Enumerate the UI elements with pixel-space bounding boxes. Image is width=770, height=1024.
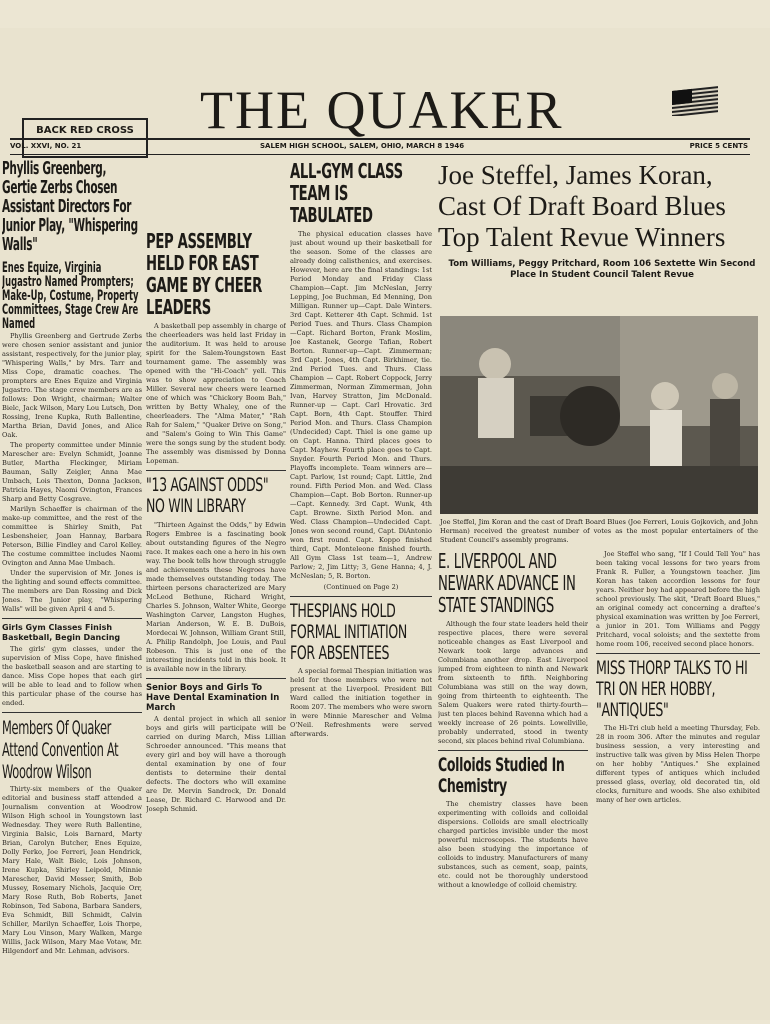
dental-exam-paragraph: A dental project in which all senior boys and girls will participate will be carried on during March, Miss Lillian Schroeder announced. "This means that every girl and boy will have a thorough dental examination by one of four dentists to determine their dental defects. The doctors who will examine are Dr. Mervin Sandrock, Dr. Donald Lease, Dr. Richard C. Harwood and Dr. Joseph Schmid. [146,715,286,813]
divider [596,653,760,654]
talent-winners-photo [440,316,758,514]
divider [290,596,432,597]
column-1 [2,160,142,1016]
column-4b [596,550,760,1016]
miss-thorp-article [596,724,760,805]
american-flag-icon [672,86,718,116]
girls-gym-headline: Girls Gym Classes Finish Basketball, Begin Dancing [2,623,121,642]
pep-assembly-article [146,322,286,466]
steffel-article [596,550,760,649]
ear-text: BACK RED CROSS [36,125,134,136]
all-gym-article [290,230,432,581]
junior-play-paragraph-2: The property committee under Minnie Marescher are: Evelyn Schmidt, Joanne Butler, Martha Fleckinger, Miriam Bauman, Sally Zeigler, Anna Mae Umbach, Lois Thexton, Donna Jackson, Patricia Hayes, Naomi Ovington, Frances Sharp and Betty Cosgrave. [2,441,142,503]
column-4a [438,550,588,1016]
colloids-paragraph: The chemistry classes have been experimenting with colloids and colloidal dispersions. Colloids are small electrically charged particles invisible under the most powerful microscopes. The students have also been studying the importance of colloids to industry. Manufacturers of many substances, such as cement, soap, paints, etc. could not be thoroughly understood without a knowledge of colloid chemistry. [438,800,588,889]
talent-revue-subhead: Tom Williams, Peggy Pritchard, Room 106 Sextette Win Second Place In Student Council Talent Revue [448,259,756,280]
divider [438,750,588,751]
junior-play-subhead: Enes Equize, Virginia Jugastro Named Prompters; Make-Up, Costume, Property Committees, Stage Crew Are Named [2,260,139,332]
talent-revue-headline: Joe Steffel, James Koran, Cast Of Draft Board Blues Top Talent Revue Winners [438,160,726,252]
divider [146,470,286,471]
thirteen-against-odds-paragraph: "Thirteen Against the Odds," by Edwin Rogers Embree is a fascinating book about outstanding figures of the Negro race. It makes each one a hero in his own way. The book tells how through struggle and achievements these Negroes have made themselves outstanding today. The thirteen persons characterized are Mary McLeod Bethune, Richard Wright, Charles S. Johnson, Walter White, George Washington Carver, Langston Hughes, Marian Anderson, W. E. B. DuBois, Mordecai W. Johnson, William Grant Still, A. Philip Randolph, Joe Louis, and Paul Robeson. This is just one of the interesting incidents told in this book. It is available now in the library. [146,521,286,673]
thirteen-against-odds-headline: "13 AGAINST ODDS" NO WIN LIBRARY [146,474,269,517]
column-2 [146,160,286,1016]
junior-play-paragraph-3: Marilyn Schaeffer is chairman of the make-up committee, and the rest of the committee is Shirley Smith, Pat Lesbensheier, Joan Hannay, Barbara Peterson, Billie Findley and Carol Kelley. The costume committee includes Naomi Ovington and Anna Mae Umbach. [2,505,142,567]
price: PRICE 5 CENTS [689,142,748,150]
miss-thorp-headline: MISS THORP TALKS TO HI TRI ON HER HOBBY, "ANTIQUES" [596,657,748,721]
column-3 [290,160,432,1016]
liverpool-paragraph: Although the four state leaders held their respective places, there were several noticeable changes as East Liverpool and Newark took large advances and Columbiana another drop. East Liverpool jumped from eighteen to ninth and Newark from sixteenth to fifth. Neighboring Columbiana was still on the way down, going from thirteenth to eighteenth. The Salem Quakers were rated thirty-fourth—just ten places behind Ravenna which had a weekly increase of 26 points. Lowellville, probably underrated, stood in twenty second, six places behind rival Columbiana. [438,620,588,745]
members-convention-article [2,785,142,956]
talent-revue-headline-block [438,160,766,310]
junior-play-headline: Phyllis Greenberg, Gertie Zerbs Chosen Assistant Directors For Junior Play, "Whispering Walls" [2,160,138,255]
girls-gym-paragraph: The girls' gym classes, under the supervision of Miss Cope, have finished the basketball season and are starting to dance. Miss Cope hopes that each girl will be able to lead and to follow when this particular phase of the course has ended. [2,645,142,707]
divider [2,618,142,619]
junior-play-paragraph-4: Under the supervision of Mr. Jones is the lighting and sound effects committee. The members are Dan Rossing and Dick Jones. The Junior play, "Whispering Walls" will be given April 4 and 5. [2,569,142,613]
junior-play-paragraph-1: Phyllis Greenberg and Gertrude Zerbs were chosen senior assistant and junior assistant, respectively, for the junior play, "Whispering Walls," by Mrs. Tarr and Miss Cope, dramatic coaches. The prompters are Enes Equize and Virginia Jugastro. The stage crew members are as follows: Don Wright, chairman; Walter Bielc, Jack Wilson, Mary Lou Lutsch, Don Rossing, Irene Kupka, Ruth Ballentine, Martha Brian, David Jones, and Alice Oak. [2,332,142,439]
girls-gym-article [2,645,142,708]
all-gym-headline: ALL-GYM CLASS TEAM IS TABULATED [290,160,403,227]
school-location-date: SALEM HIGH SCHOOL, SALEM, OHIO, MARCH 8 1946 [260,142,465,150]
photo-caption: Joe Steffel, Jim Koran and the cast of Draft Board Blues (Joe Ferreri, Louis Gojkovich, and John Herman) received the greatest number of votes as the most popular entertainers of the Student Council's assembly programs. [440,518,758,544]
continued-notice: (Continued on Page 2) [323,583,399,591]
colloids-article [438,800,588,890]
newspaper-sheet [0,28,770,1020]
divider [146,678,286,679]
liverpool-article [438,620,588,746]
dental-exam-article [146,715,286,814]
liverpool-headline: E. LIVERPOOL AND NEWARK ADVANCE IN STATE STANDINGS [438,550,576,617]
dateline [10,138,750,155]
pep-assembly-headline: PEP ASSEMBLY HELD FOR EAST GAME BY CHEER LEADERS [146,229,262,319]
dental-exam-headline: Senior Boys and Girls To Have Dental Examination In March [146,683,280,713]
miss-thorp-paragraph: The Hi-Tri club held a meeting Thursday, Feb. 28 in room 306. After the minutes and regular business session, a very interesting and instructive talk was given by Miss Helen Thorpe on her hobby "Antiques." She explained different types of antiques which included pressed glass, overlay, old decorated tin, old clocks, furniture and woods. She also exhibited many of her own articles. [596,724,760,804]
thirteen-against-odds-article [146,521,286,674]
colloids-headline: Colloids Studied In Chemistry [438,754,565,797]
steffel-paragraph: Joe Steffel who sang, "If I Could Tell You" has been taking vocal lessons for two years from Frank R. Fuller, a Youngstown teacher. Jim Koran has taken accordion lessons for four years. Neither boy had appeared before the high school previously. The skit, "Draft Board Blues," an original comedy act concerning a draftee's physical examination was written by Joe Ferreri, a junior in 201. Tom Williams and Peggy Pritchard, vocal soloists; and the sextette from home room 106, received second place honors. [596,550,760,648]
all-gym-paragraph: The physical education classes have just about wound up their basketball for the season. Some of the classes are already doing calisthenics, and exercises. However, here are the final standings: 1st Period Monday and Friday Class Champion—Capt. Jim McNeslan, Jerry Lepping, Joe Buchman, Ed Menning, Don Milligan. Runner up—Capt. Dale Winters. 3rd Capt. Ketterer 4th Capt. Schmid. 1st Period Tues. and Thurs. Class Champion—Capt. Richard Borton, Frank Moslim, Joe Kastanek, George Tafian, Robert Borton. Runner-up—Capt. Zimmerman; 3rd Capt. Jones, 4th Capt. Birkhimer, tie. 2nd Period Tues. and Thurs. Class Champion — Capt. Robert Coppock, Jerry Zimmerman, Norman Zimmerman, John Ivan, Harvey Stratton, Jim McDonald. Runner-up — Capt. Carl Hrovatic. 3rd Capt. Born, 4th Capt. Stouffer. Third Period Mon. and Thurs. Class Champion (Undecided) Capt. Thiel is one game up on Capt. Hanna. Third places goes to Capt. Mayhew. Fourth place goes to Capt. Snyder. Fourth Period Mon. and Thurs. Playoffs incomplete. Team winners are—Capt. Parlow, 1st round; Capt. Little, 2nd round. Fifth Period Mon. and Wed. Class Champion—Capt. Bob Borton. Runner-up—Capt. Kennedy. 3rd Capt. Wunk, 4th Capt. Browne. Sixth Period Mon. and Wed. Class Champion—Undecided Capt. Jones won second round, Capt. DiAntonio won first round. Capt. Koppo finished third, Capt. Monteleone finished fourth. All Gym Class 1st team—1, Andrew Parlow; 2, Jim Litty; 3, Gene Hanna; 4, J. McNeslan; 5, R. Borton. [290,230,432,580]
junior-play-article [2,332,142,614]
newspaper-title: THE QUAKER [200,80,564,140]
photo-illustration [440,316,758,514]
thespians-paragraph: A special formal Thespian initiation was held for those members who were not present at the Liverpool. President Bill Ward called the initiation together in Room 207. The members who were sworn in were Minnie Marescher and Velma O'Neil. Refreshments were served afterwards. [290,667,432,738]
members-convention-headline: Members Of Quaker Attend Convention At Woodrow Wilson [2,717,119,783]
divider [2,712,142,713]
members-convention-paragraph: Thirty-six members of the Quaker editorial and business staff attended a Journalism convention at Woodrow Wilson High school in Youngstown last Wednesday. They were Ruth Ballentine, Virginia Balsic, Lois Barnard, Marty Brian, Carolyn Butcher, Enes Equize, Dolly Ferko, Joe Ferreri, Jean Hendrick, Mary Hale, Walt Bielc, Lois Johnson, Irene Kupka, Shirley Leipold, Minnie Marescher, David Messer, Smith, Bob Mussey, Rosemary Nichols, Jacquie Orr, Mary Rose Ruth, Bob Roberts, Janet Robinson, Ted Sabona, Barbara Sanders, Eva Schmidt, Bill Schmidt, Calvin Schiller, Marilyn Schaeffer, Lois Thorpe, Mary Lou Vinson, Mary Walken, Marge Willis, Jack Wilson, Mary Mae Votaw, Mr. Hilgendorf and Mr. Lehman, advisors. [2,785,142,955]
volume-number: VOL. XXVI, NO. 21 [10,142,82,150]
thespians-headline: THESPIANS HOLD FORMAL INITIATION FOR ABSENTEES [290,600,407,664]
pep-assembly-paragraph: A basketball pep assembly in charge of the cheerleaders was held last Friday in the auditorium. It was held to arouse spirit for the Salem-Youngstown East tournament game. The assembly was opened with the "Hi-Coach" yell. This was to show appreciation to Coach Miller. Several new cheers were learned one of which was "Chickory Boom Bah," written by Betty Whaley, one of the cheerleaders. The "Alma Mater," "Rah Rah for Salem," "Quaker Drive on Song," and "Salem's Going to Win This Game" were the songs sung by the student body. The assembly was dismissed by Donna Lopeman. [146,322,286,465]
thespians-article [290,667,432,739]
